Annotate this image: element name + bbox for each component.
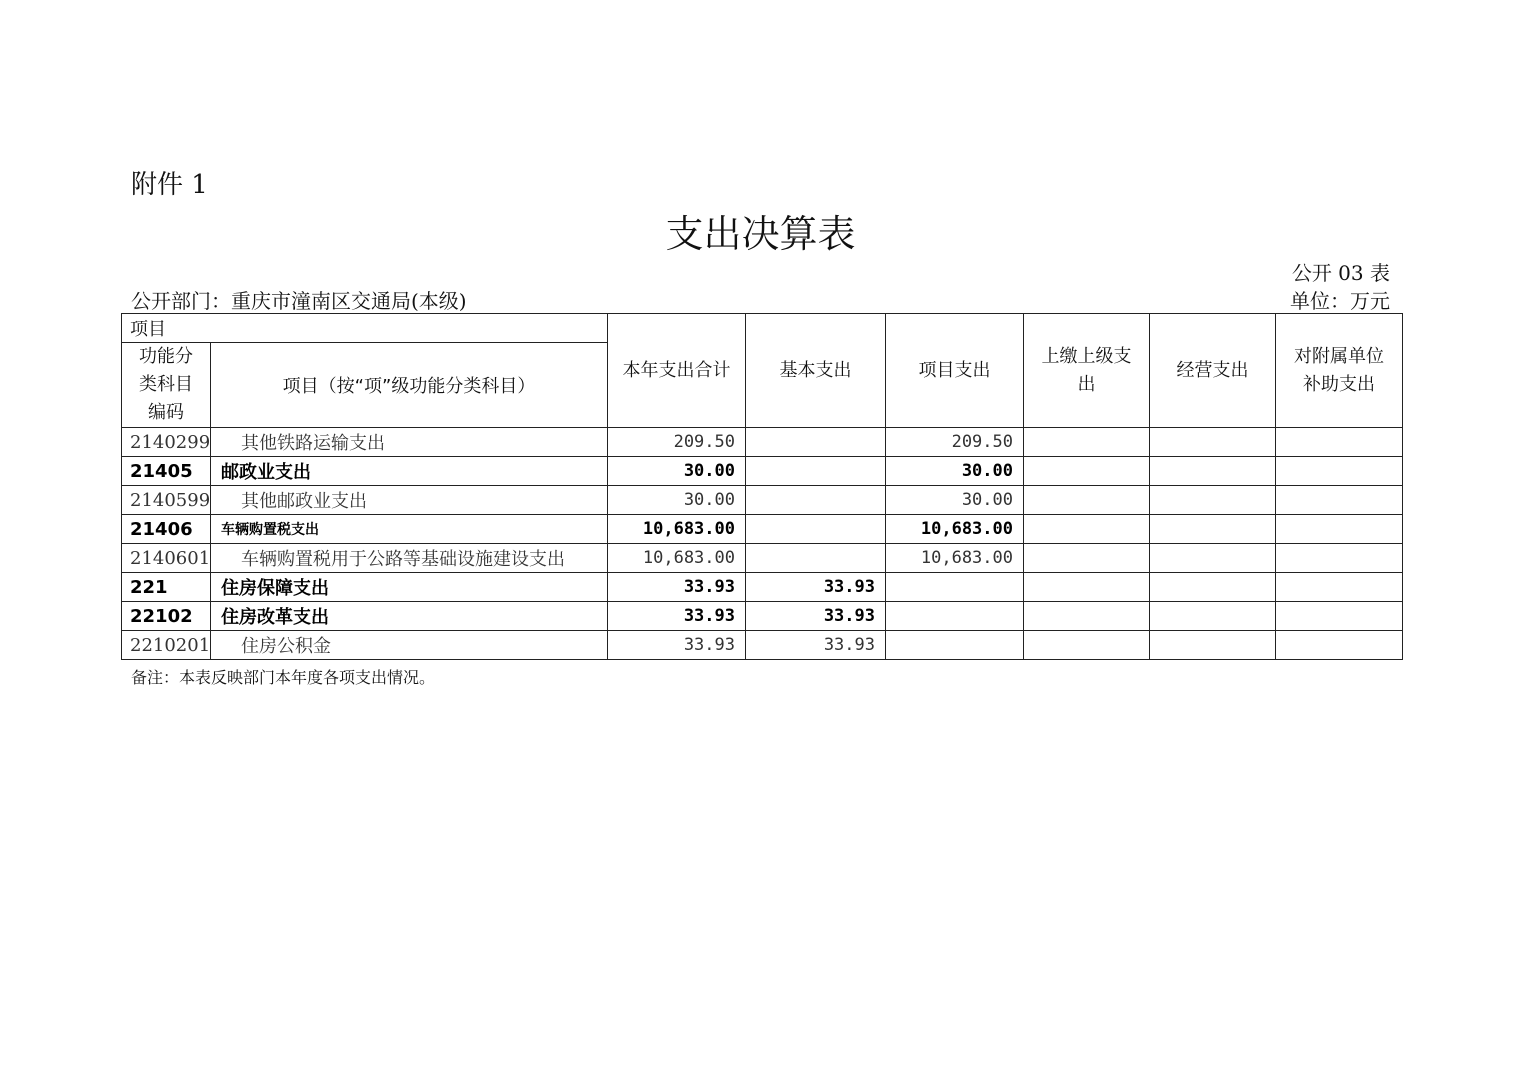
row-project: 209.50 [886, 428, 1024, 457]
row-code: 2140299 [122, 428, 211, 457]
row-superior [1024, 457, 1150, 486]
row-total: 10,683.00 [608, 515, 746, 544]
row-basic: 33.93 [746, 602, 886, 631]
header-project: 项目支出 [886, 314, 1024, 428]
header-item: 项目 [122, 314, 608, 343]
table-row [122, 573, 1403, 602]
row-subsidiary [1276, 631, 1403, 660]
row-project [886, 573, 1024, 602]
row-name: 住房改革支出 [211, 602, 608, 631]
row-project: 10,683.00 [886, 515, 1024, 544]
page-title: 支出决算表 [665, 212, 856, 256]
form-number: 公开 03 表 [1291, 261, 1390, 285]
annex-label: 附件 1 [131, 170, 208, 200]
header-total: 本年支出合计 [608, 314, 746, 428]
unit-label: 单位：万元 [1290, 289, 1390, 313]
row-total: 30.00 [608, 486, 746, 515]
row-business [1150, 544, 1276, 573]
row-code: 22102 [122, 602, 211, 631]
row-superior [1024, 631, 1150, 660]
row-basic [746, 544, 886, 573]
row-name: 车辆购置税用于公路等基础设施建设支出 [211, 544, 608, 573]
row-subsidiary [1276, 428, 1403, 457]
row-project: 30.00 [886, 486, 1024, 515]
row-total: 33.93 [608, 631, 746, 660]
row-business [1150, 515, 1276, 544]
row-subsidiary [1276, 602, 1403, 631]
row-business [1150, 457, 1276, 486]
table-row [122, 486, 1403, 515]
row-project: 10,683.00 [886, 544, 1024, 573]
header-basic: 基本支出 [746, 314, 886, 428]
row-code: 21405 [122, 457, 211, 486]
row-subsidiary [1276, 486, 1403, 515]
department-label: 公开部门：重庆市潼南区交通局(本级) [131, 289, 467, 313]
row-basic [746, 457, 886, 486]
row-code: 2140601 [122, 544, 211, 573]
row-business [1150, 428, 1276, 457]
header-code: 功能分类科目编码 [122, 343, 211, 428]
row-basic: 33.93 [746, 573, 886, 602]
row-business [1150, 573, 1276, 602]
row-name: 其他铁路运输支出 [211, 428, 608, 457]
row-name: 住房保障支出 [211, 573, 608, 602]
header-name: 项目（按“项”级功能分类科目） [211, 343, 608, 428]
header-subsidiary: 对附属单位补助支出 [1276, 314, 1403, 428]
row-code: 2140599 [122, 486, 211, 515]
row-name: 车辆购置税支出 [211, 515, 608, 544]
row-project: 30.00 [886, 457, 1024, 486]
table-row [122, 428, 1403, 457]
row-superior [1024, 428, 1150, 457]
row-name: 住房公积金 [211, 631, 608, 660]
row-superior [1024, 573, 1150, 602]
row-subsidiary [1276, 544, 1403, 573]
row-basic: 33.93 [746, 631, 886, 660]
table-row [122, 515, 1403, 544]
row-business [1150, 602, 1276, 631]
table-note: 备注：本表反映部门本年度各项支出情况。 [131, 668, 436, 687]
row-project [886, 602, 1024, 631]
row-subsidiary [1276, 573, 1403, 602]
row-total: 10,683.00 [608, 544, 746, 573]
row-business [1150, 486, 1276, 515]
row-basic [746, 428, 886, 457]
row-code: 221 [122, 573, 211, 602]
row-project [886, 631, 1024, 660]
row-superior [1024, 515, 1150, 544]
row-subsidiary [1276, 457, 1403, 486]
row-total: 30.00 [608, 457, 746, 486]
row-code: 2210201 [122, 631, 211, 660]
table-row [122, 602, 1403, 631]
row-basic [746, 515, 886, 544]
row-superior [1024, 544, 1150, 573]
row-total: 33.93 [608, 602, 746, 631]
row-superior [1024, 486, 1150, 515]
row-business [1150, 631, 1276, 660]
table-row [122, 544, 1403, 573]
row-subsidiary [1276, 515, 1403, 544]
table-row [122, 631, 1403, 660]
header-superior: 上缴上级支出 [1024, 314, 1150, 428]
row-code: 21406 [122, 515, 211, 544]
row-total: 209.50 [608, 428, 746, 457]
table-row [122, 457, 1403, 486]
row-name: 邮政业支出 [211, 457, 608, 486]
row-name: 其他邮政业支出 [211, 486, 608, 515]
row-basic [746, 486, 886, 515]
row-total: 33.93 [608, 573, 746, 602]
header-business: 经营支出 [1150, 314, 1276, 428]
row-superior [1024, 602, 1150, 631]
expenditure-table [121, 313, 1403, 660]
